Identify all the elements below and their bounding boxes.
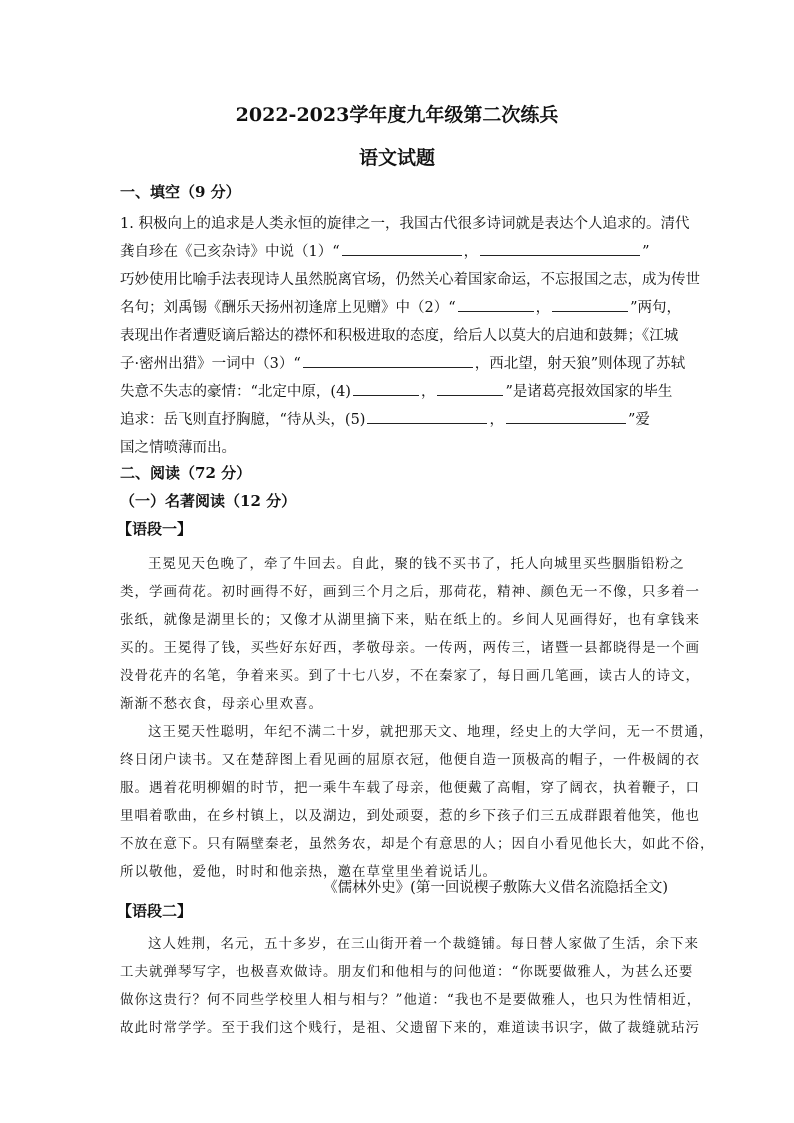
passage1-line: 买的。王冕得了钱，买些好东好西，孝敬母亲。一传两，两传三，诸暨一县都晓得是一个画 (120, 640, 700, 656)
passage1-line: 渐渐不愁衣食，母亲心里欢喜。 (120, 696, 323, 712)
passage1-line: 张纸，就像是湖里长的；又像才从湖里摘下来，贴在纸上的。乡间人见画得好，也有拿钱来 (120, 612, 700, 628)
section2-heading: 二、阅读（72 分） (120, 464, 252, 482)
passage1-line: 终日闭户读书。又在楚辞图上看见画的屈原衣冠，他便自造一顶极高的帽子，一件极阔的衣 (120, 752, 700, 768)
q1-line-6: 子·密州出猎》一词中（3）“ ，西北望，射天狼”则体现了苏轼 (120, 352, 685, 373)
passage1-line: 所以敬他，爱他，时时和他亲热，邀在草堂里坐着说话儿。 (120, 864, 497, 880)
passage2-line: 工夫就弹琴写字，也极喜欢做诗。朋友们和他相与的问他道：“你既要做雅人，为甚么还要 (120, 964, 694, 980)
answer-blank[interactable] (506, 409, 626, 424)
passage2-label: 【语段二】 (117, 902, 193, 920)
section1-heading: 一、填空（9 分） (120, 183, 241, 201)
exam-title: 2022-2023学年度九年级第二次练兵 (235, 104, 559, 126)
q1-line-5: 表现出作者遭贬谪后豁达的襟怀和积极进取的态度，给后人以莫大的启迪和鼓舞；《江城 (120, 328, 679, 344)
q1-line-8: 追求：岳飞则直抒胸臆，“待从头，(5) ， ”爱 (120, 408, 650, 429)
passage1-line: 王冕见天色晚了，牵了牛回去。自此，聚的钱不买书了，托人向城里买些胭脂铅粉之 (148, 556, 685, 572)
passage1-line: 里唱着歌曲，在乡村镇上，以及湖边，到处顽耍，惹的乡下孩子们三五成群跟着他笑，他也 (120, 808, 700, 824)
passage2-line: 做你这贵行？何不同些学校里人相与相与？”他道：“我也不是要做雅人，也只为性情相近， (120, 992, 702, 1008)
passage1-line: 没骨花卉的名笔，争着来买。到了十七八岁，不在秦家了，每日画几笔画，读古人的诗文， (120, 668, 700, 684)
answer-blank[interactable] (303, 353, 473, 368)
passage1-line: 类，学画荷花。初时画得不好，画到三个月之后，那荷花，精神、颜色无一不像，只多着一 (120, 584, 700, 600)
q1-line-7: 失意不失志的豪情：“北定中原，(4) ， ”是诸葛亮报效国家的毕生 (120, 380, 672, 401)
subsection-heading: （一）名著阅读（12 分） (120, 492, 297, 510)
q1-line-1: 1. 积极向上的追求是人类永恒的旋律之一，我国古代很多诗词就是表达个人追求的。清代 (120, 216, 690, 232)
answer-blank[interactable] (353, 381, 419, 396)
answer-blank[interactable] (437, 381, 503, 396)
answer-blank[interactable] (480, 241, 640, 256)
answer-blank[interactable] (342, 241, 462, 256)
passage1-line: 服。遇着花明柳媚的时节，把一乘牛车载了母亲，他便戴了高帽，穿了阔衣，执着鞭子，口 (120, 780, 700, 796)
passage1-line: 不放在意下。只有隔壁秦老，虽然务农，却是个有意思的人；因自小看见他长大，如此不俗， (120, 836, 715, 852)
passage1-source: 《儒林外史》(第一回说楔子敷陈大义借名流隐括全文) (323, 880, 668, 896)
q1-line-3: 巧妙使用比喻手法表现诗人虽然脱离官场，仍然关心着国家命运，不忘报国之志，成为传世 (120, 272, 700, 288)
answer-blank[interactable] (552, 297, 628, 312)
passage1-label: 【语段一】 (117, 520, 193, 538)
exam-subtitle: 语文试题 (358, 147, 435, 169)
q1-line-9: 国之情喷薄而出。 (120, 440, 236, 456)
passage2-line: 故此时常学学。至于我们这个贱行，是祖、父遗留下来的，难道读书识字，做了裁缝就玷污 (120, 1020, 700, 1036)
answer-blank[interactable] (367, 409, 487, 424)
answer-blank[interactable] (458, 297, 534, 312)
passage1-line: 这王冕天性聪明，年纪不满二十岁，就把那天文、地理，经史上的大学问，无一不贯通， (148, 724, 714, 740)
passage2-line: 这人姓荆，名元，五十多岁，在三山街开着一个裁缝铺。每日替人家做了生活，余下来 (148, 936, 699, 952)
q1-line-2: 龚自珍在《己亥杂诗》中说（1）“ ， ” (120, 240, 650, 261)
q1-line-4: 名句；刘禹锡《酬乐天扬州初逢席上见赠》中（2）“ ， ”两句， (120, 296, 681, 317)
